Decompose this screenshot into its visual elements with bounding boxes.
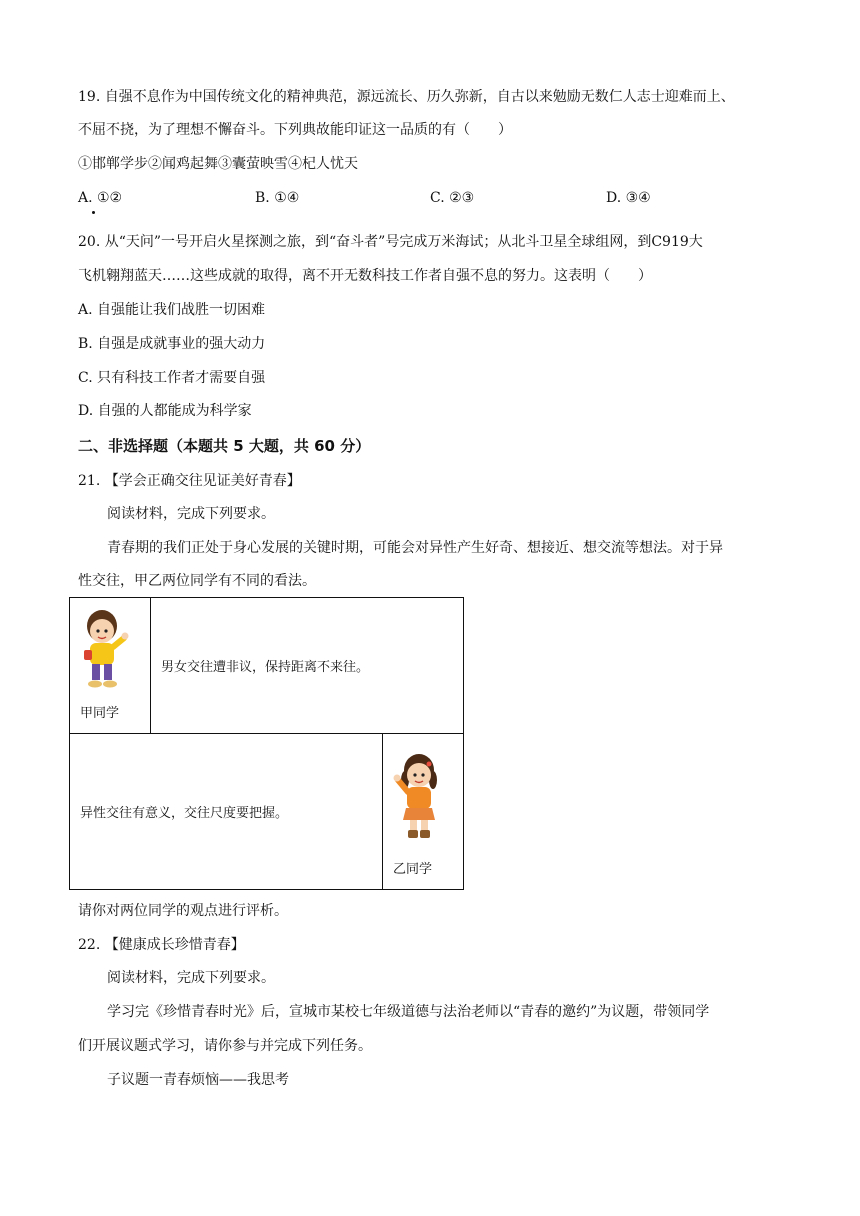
- student-a-view: 男女交往遭非议，保持距离不来往。: [151, 598, 464, 734]
- q19-option-c: C. ②③: [430, 190, 475, 206]
- q19-option-d: D. ③④: [606, 190, 651, 206]
- q19-stem-line2: 不屈不挠，为了理想不懈奋斗。下列典故能印证这一品质的有（ ）: [78, 122, 512, 138]
- q19-option-b: B. ①④: [255, 190, 300, 206]
- q22-subtopic-1: 子议题一青春烦恼——我思考: [107, 1072, 289, 1088]
- q21-instruction: 阅读材料，完成下列要求。: [107, 506, 275, 522]
- student-a-cell: [70, 598, 151, 734]
- q20-stem-line1: 20. 从“天问”一号开启火星探测之旅，到“奋斗者”号完成万米海试；从北斗卫星全球组网，到C919大: [78, 234, 703, 250]
- q22-instruction: 阅读材料，完成下列要求。: [107, 970, 275, 986]
- girl-illustration: [393, 750, 443, 842]
- section-title: 二、非选择题（本题共 5 大题，共 60 分）: [78, 437, 371, 455]
- q20-option-c: C. 只有科技工作者才需要自强: [78, 370, 266, 386]
- q21-title: 21. 【学会正确交往见证美好青春】: [78, 473, 301, 489]
- student-b-name: 乙同学: [393, 862, 433, 877]
- opinion-table: [69, 597, 464, 890]
- q22-material-line1: 学习完《珍惜青春时光》后，宣城市某校七年级道德与法治老师以“青春的邀约”为议题，带领同学: [107, 1004, 710, 1020]
- student-b-view: 异性交往有意义，交往尺度要把握。: [70, 734, 383, 890]
- q20-option-a: A. 自强能让我们战胜一切困难: [78, 302, 266, 318]
- student-b-cell: [383, 734, 464, 890]
- boy-illustration: [80, 606, 130, 692]
- q22-title: 22. 【健康成长珍惜青春】: [78, 937, 245, 953]
- q19-items: ①邯郸学步②闻鸡起舞③囊萤映雪④杞人忧天: [78, 156, 358, 172]
- q19-option-a: A. ①②: [78, 190, 123, 206]
- q21-material-line2: 性交往，甲乙两位同学有不同的看法。: [78, 573, 316, 589]
- q20-option-d: D. 自强的人都能成为科学家: [78, 403, 252, 419]
- q22-material-line2: 们开展议题式学习，请你参与并完成下列任务。: [78, 1038, 372, 1054]
- emphasis-dot: [92, 211, 95, 214]
- q21-material-line1: 青春期的我们正处于身心发展的关键时期，可能会对异性产生好奇、想接近、想交流等想法。对于异: [107, 540, 723, 556]
- q19-stem-line1: 19. 自强不息作为中国传统文化的精神典范，源远流长、历久弥新，自古以来勉励无数仁人志士迎难而上、: [78, 89, 735, 105]
- q21-question: 请你对两位同学的观点进行评析。: [78, 903, 288, 919]
- q20-option-b: B. 自强是成就事业的强大动力: [78, 336, 266, 352]
- student-a-name: 甲同学: [80, 706, 120, 721]
- q20-stem-line2: 飞机翱翔蓝天……这些成就的取得，离不开无数科技工作者自强不息的努力。这表明（ ）: [78, 268, 652, 284]
